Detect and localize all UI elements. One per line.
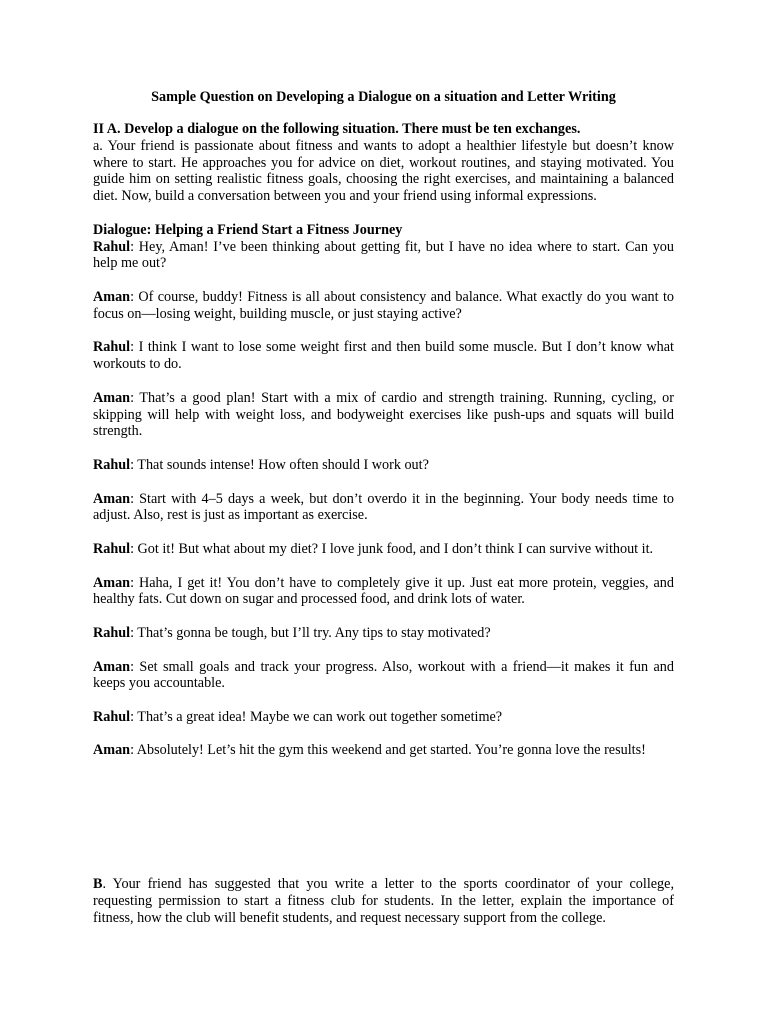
turn-text: : Set small goals and track your progress. Also, workout with a friend—it makes it fun and keeps you accountable. <box>93 658 674 692</box>
section-a-prompt: a. Your friend is passionate about fitness and wants to adopt a healthier lifestyle but doesn’t know where to start. He approaches you for advice on diet, workout routines, and staying motivated. You guide him on setting realistic fitness goals, choosing the right exercises, and maintaining a balanced diet. Now, build a conversation between you and your friend using informal expressions. <box>93 137 674 205</box>
speaker-name: Rahul <box>93 339 131 356</box>
dialogue-title: Dialogue: Helping a Friend Start a Fitness Journey <box>93 221 403 238</box>
turn-text: : I think I want to lose some weight first and then build some muscle. But I don’t know what workouts to do. <box>93 339 674 373</box>
speaker-name: Rahul <box>93 238 131 255</box>
dialogue-turn <box>93 659 674 693</box>
turn-text: : That sounds intense! How often should I work out? <box>130 456 429 473</box>
speaker-name: Aman <box>93 742 131 759</box>
turn-text: : That’s gonna be tough, but I’ll try. Any tips to stay motivated? <box>130 624 491 641</box>
turn-text: : Of course, buddy! Fitness is all about consistency and balance. What exactly do you want to focus on—losing weight, building muscle, or just staying active? <box>93 288 674 322</box>
dialogue-turn <box>93 742 674 759</box>
dialogue-turn <box>93 625 674 642</box>
dialogue-list <box>93 239 674 760</box>
speaker-name: Rahul <box>93 456 131 473</box>
dialogue-turn <box>93 390 674 440</box>
dialogue-turn <box>93 575 674 609</box>
turn-text: : Absolutely! Let’s hit the gym this weekend and get started. You’re gonna love the results! <box>130 742 646 759</box>
speaker-name: Aman <box>93 658 131 675</box>
dialogue-turn <box>93 709 674 726</box>
section-a-heading: II A. Develop a dialogue on the following situation. There must be ten exchanges. <box>93 121 581 137</box>
section-b-label: B <box>93 876 103 892</box>
speaker-name: Rahul <box>93 540 131 557</box>
speaker-name: Aman <box>93 490 131 507</box>
speaker-name: Rahul <box>93 624 131 641</box>
dialogue-turn <box>93 457 674 474</box>
section-b <box>93 876 674 926</box>
speaker-name: Aman <box>93 389 131 406</box>
turn-text: : Start with 4–5 days a week, but don’t overdo it in the beginning. Your body needs time to adjust. Also, rest is just as important as exercise. <box>93 490 674 524</box>
turn-text: : That’s a great idea! Maybe we can work out together sometime? <box>130 708 503 725</box>
turn-text: : Haha, I get it! You don’t have to completely give it up. Just eat more protein, veggies, and healthy fats. Cut down on sugar and processed food, and drink lots of water. <box>93 574 674 608</box>
section-a <box>93 121 674 776</box>
dialogue-turn <box>93 491 674 525</box>
turn-text: : That’s a good plan! Start with a mix of cardio and strength training. Running, cycling, or skipping will help with weight loss, and bodyweight exercises like push-ups and squats will build strength. <box>93 389 674 440</box>
speaker-name: Rahul <box>93 708 131 725</box>
dialogue-turn <box>93 541 674 558</box>
speaker-name: Aman <box>93 288 131 305</box>
dialogue-turn <box>93 339 674 373</box>
section-b-text: . Your friend has suggested that you write a letter to the sports coordinator of your college, requesting permission to start a fitness club for students. In the letter, explain the importance of fitness, how the club will benefit students, and request necessary support from the college. <box>93 876 674 926</box>
page-title: Sample Question on Developing a Dialogue on a situation and Letter Writing <box>151 89 616 105</box>
dialogue-turn <box>93 239 674 273</box>
speaker-name: Aman <box>93 574 131 591</box>
dialogue-turn <box>93 289 674 323</box>
turn-text: : Got it! But what about my diet? I love junk food, and I don’t think I can survive without it. <box>130 540 654 557</box>
turn-text: : Hey, Aman! I’ve been thinking about getting fit, but I have no idea where to start. Can you help me out? <box>93 238 674 272</box>
